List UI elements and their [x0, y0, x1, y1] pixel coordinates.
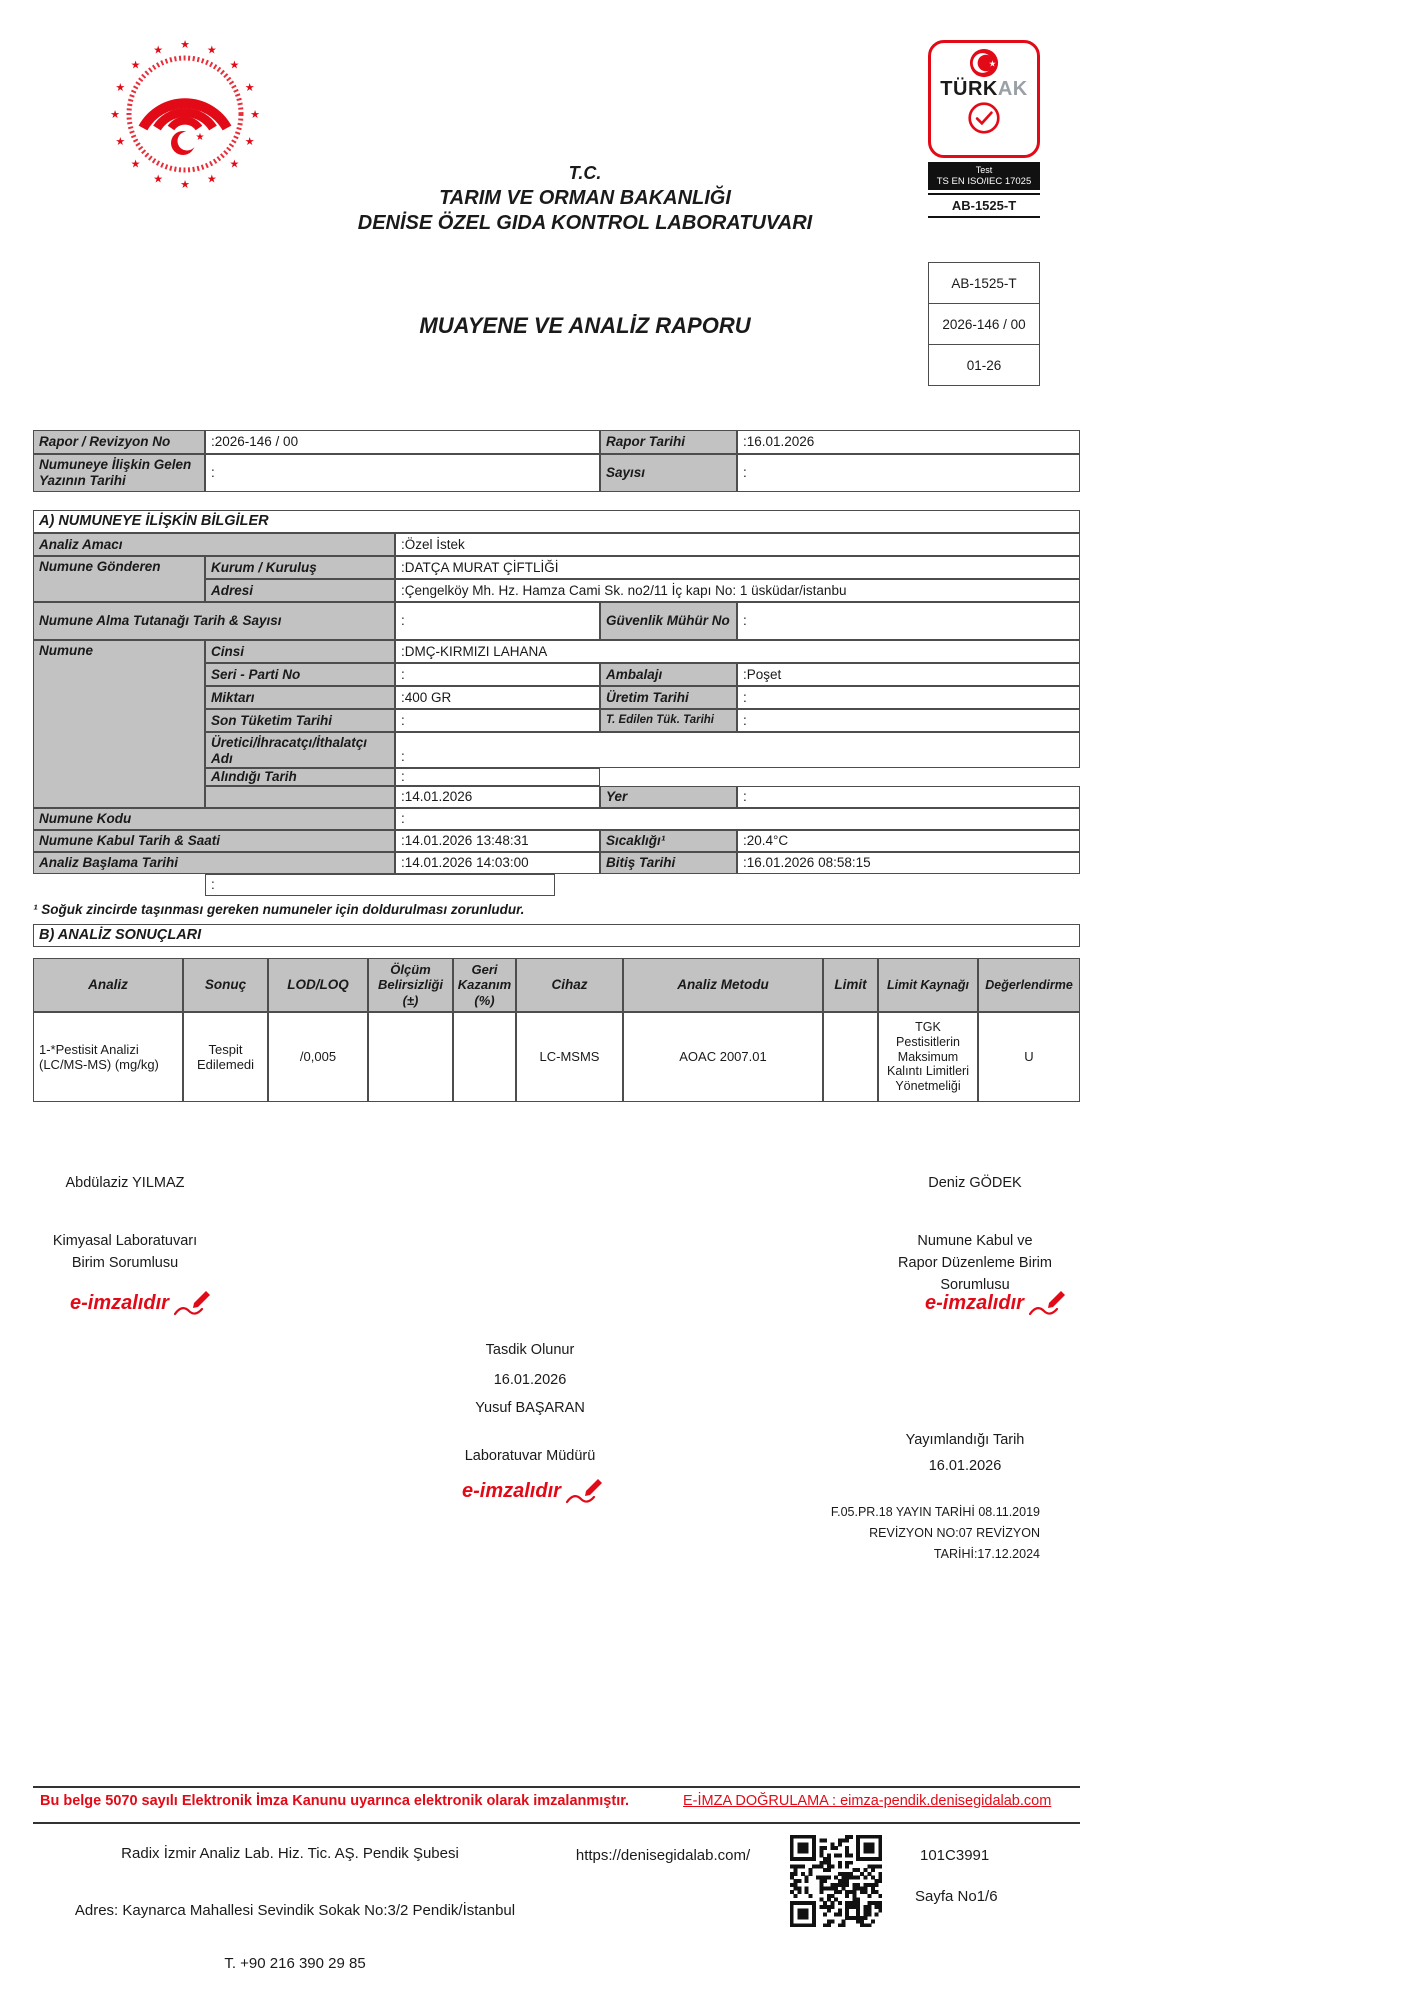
field-baslama-value: :14.01.2026 14:03:00 [395, 852, 600, 874]
turkak-standard: TS EN ISO/IEC 17025 [936, 175, 1032, 187]
svg-text:★: ★ [988, 58, 997, 69]
signer-left-role-line2: Birim Sorumlusu [71, 1255, 179, 1271]
field-sayisi-label: Sayısı [600, 454, 737, 492]
svg-text:★: ★ [206, 44, 217, 57]
field-uretim-label: Üretim Tarihi [600, 686, 737, 709]
result-olcum-belirsizligi [368, 1012, 453, 1102]
approve-date: 16.01.2026 [493, 1372, 567, 1388]
col-header-limit-kaynagi: Limit Kaynağı [878, 958, 978, 1012]
result-limit-kaynagi: TGK Pestisitlerin Maksimum Kalıntı Limitleri Yönetmeliği [878, 1012, 978, 1102]
field-sicaklik-label: Sıcaklığı¹ [600, 830, 737, 852]
field-bitis-value: :16.01.2026 08:58:15 [737, 852, 1080, 874]
header-ministry: TARIM VE ORMAN BAKANLIĞI [439, 187, 731, 209]
pen-signature-icon [1027, 1288, 1069, 1318]
footer-page-number: Sayfa No1/6 [915, 1888, 998, 1905]
field-rapor-tarihi-label: Rapor Tarihi [600, 430, 737, 454]
header-tc: T.C. [568, 163, 602, 183]
col-header-cihaz: Cihaz [516, 958, 623, 1012]
svg-text:★: ★ [229, 59, 240, 72]
field-tutanak-value: : [395, 602, 600, 640]
result-lodloq: /0,005 [268, 1012, 368, 1102]
field-miktar-value: :400 GR [395, 686, 600, 709]
field-alindigi-colon: : [395, 768, 600, 786]
crescent-star-icon [969, 48, 999, 78]
checkmark-icon [966, 99, 1002, 137]
director-name: Yusuf BAŞARAN [475, 1400, 585, 1416]
section-b-title: B) ANALİZ SONUÇLARI [33, 924, 1080, 947]
field-analiz-amaci-value: :Özel İstek [395, 533, 1080, 556]
field-muhur-label: Güvenlik Mühür No [600, 602, 737, 640]
col-header-limit: Limit [823, 958, 878, 1012]
field-kurum-label: Kurum / Kuruluş [205, 556, 395, 579]
turkak-word-turk: TÜRK [940, 78, 998, 100]
field-uretici-label: Üretici/İhracatçı/İthalatçı Adı [205, 732, 395, 768]
field-alindigi-value: :14.01.2026 [395, 786, 600, 808]
ref-form-no: 01-26 [928, 344, 1040, 386]
field-yazi-tarihi-value: : [205, 454, 600, 492]
esign-right-label: e-imzalıdır [925, 1291, 1024, 1314]
result-analiz-metodu: AOAC 2007.01 [623, 1012, 823, 1102]
esign-left-label: e-imzalıdır [70, 1291, 169, 1314]
field-ambalaj-label: Ambalajı [600, 663, 737, 686]
field-rapor-no-label: Rapor / Revizyon No [33, 430, 205, 454]
footer-url[interactable]: https://denisegidalab.com/ [575, 1847, 751, 1864]
report-ref-box [928, 262, 1040, 386]
field-ambalaj-value: :Poşet [737, 663, 1080, 686]
field-tutanak-label: Numune Alma Tutanağı Tarih & Sayısı [33, 602, 395, 640]
signer-right-name: Deniz GÖDEK [928, 1175, 1022, 1191]
svg-text:★: ★ [130, 59, 141, 72]
field-analiz-amaci-label: Analiz Amacı [33, 533, 395, 556]
field-numune-sublabel-empty [205, 786, 395, 808]
svg-text:★: ★ [206, 173, 217, 186]
col-header-degerlendirme: Değerlendirme [978, 958, 1080, 1012]
col-header-sonuc: Sonuç [183, 958, 268, 1012]
result-degerlendirme: U [978, 1012, 1080, 1102]
footer-rule-top [33, 1786, 1080, 1788]
turkak-test-label: Test [975, 165, 993, 175]
result-cihaz: LC-MSMS [516, 1012, 623, 1102]
esign-left [70, 1288, 214, 1318]
field-seri-value: : [395, 663, 600, 686]
esign-verify-link[interactable]: E-İMZA DOĞRULAMA : eimza-pendik.denisegidalab.com [683, 1793, 1052, 1809]
turkak-code: AB-1525-T [928, 193, 1040, 218]
field-sayisi-value: : [737, 454, 1080, 492]
col-header-analiz-metodu: Analiz Metodu [623, 958, 823, 1012]
svg-text:★: ★ [153, 44, 164, 57]
col-header-analiz: Analiz [33, 958, 183, 1012]
svg-text:★: ★ [153, 173, 164, 186]
header-lab-name: DENİSE ÖZEL GIDA KONTROL LABORATUVARI [357, 212, 813, 234]
field-yazi-tarihi-label: Numuneye İlişkin Gelen Yazının Tarihi [33, 454, 205, 492]
col-header-olcum-belirsizligi: Ölçüm Belirsizliği (±) [368, 958, 453, 1012]
svg-text:★: ★ [180, 179, 190, 191]
field-tedilen-value: : [737, 709, 1080, 732]
field-adres-value: :Çengelköy Mh. Hz. Hamza Cami Sk. no2/11 İç kapı No: 1 üsküdar/istanbu [395, 579, 1080, 602]
footer-phone: T. +90 216 390 29 85 [224, 1955, 366, 1972]
field-yer-value: : [737, 786, 1080, 808]
published-date: 16.01.2026 [928, 1458, 1002, 1474]
esign-right [925, 1288, 1069, 1318]
section-a-footnote: ¹ Soğuk zincirde taşınması gereken numuneler için doldurulması zorunludur. [33, 902, 525, 917]
field-uretici-value: : [395, 732, 1080, 768]
qr-code-icon [790, 1835, 882, 1927]
field-kabul-value: :14.01.2026 13:48:31 [395, 830, 600, 852]
field-rapor-tarihi-value: :16.01.2026 [737, 430, 1080, 454]
footer-rule-bottom [33, 1822, 1080, 1824]
field-sontuketim-value: : [395, 709, 600, 732]
pen-signature-icon [172, 1288, 214, 1318]
field-kodu-value: : [395, 808, 1080, 830]
field-cinsi-label: Cinsi [205, 640, 395, 663]
signer-left-role-line1: Kimyasal Laboratuvarı [52, 1233, 198, 1249]
footer-company: Radix İzmir Analiz Lab. Hiz. Tic. AŞ. Pendik Şubesi [121, 1845, 459, 1862]
field-numune-label: Numune [33, 640, 205, 808]
footer-legal-text: Bu belge 5070 sayılı Elektronik İmza Kanunu uyarınca elektronik olarak imzalanmıştır. [40, 1793, 630, 1809]
footer-address: Adres: Kaynarca Mahallesi Sevindik Sokak No:3/2 Pendik/İstanbul [74, 1902, 516, 1919]
svg-text:★: ★ [110, 109, 120, 121]
result-analiz: 1-*Pestisit Analizi (LC/MS-MS) (mg/kg) [33, 1012, 183, 1102]
signer-right-role [880, 1230, 1070, 1296]
result-sonuc: Tespit Edilemedi [183, 1012, 268, 1102]
qr-code [790, 1835, 882, 1927]
signer-left-role [30, 1230, 220, 1274]
esign-center-label: e-imzalıdır [462, 1479, 561, 1502]
turkak-logo [928, 40, 1040, 218]
field-kodu-label: Numune Kodu [33, 808, 395, 830]
field-uretim-value: : [737, 686, 1080, 709]
approve-label: Tasdik Olunur [485, 1342, 575, 1358]
svg-text:★: ★ [250, 109, 260, 121]
svg-text:★: ★ [115, 82, 126, 95]
pen-signature-icon [564, 1476, 606, 1506]
field-empty-value: : [205, 874, 555, 896]
turkak-wordmark [940, 79, 1027, 99]
ref-report-no: 2026-146 / 00 [928, 303, 1040, 345]
field-rapor-no-value: :2026-146 / 00 [205, 430, 600, 454]
signer-left-name: Abdülaziz YILMAZ [65, 1175, 185, 1191]
ref-accreditation-no: AB-1525-T [928, 262, 1040, 304]
field-bitis-label: Bitiş Tarihi [600, 852, 737, 874]
field-cinsi-value: :DMÇ-KIRMIZI LAHANA [395, 640, 1080, 663]
result-geri-kazanim [453, 1012, 516, 1102]
document-code-line2: REVİZYON NO:07 REVİZYON [869, 1526, 1040, 1540]
document-code-line1: F.05.PR.18 YAYIN TARİHİ 08.11.2019 [830, 1505, 1040, 1519]
esign-center [462, 1476, 606, 1506]
field-kabul-label: Numune Kabul Tarih & Saati [33, 830, 395, 852]
field-muhur-value: : [737, 602, 1080, 640]
report-title: MUAYENE VE ANALİZ RAPORU [419, 313, 751, 338]
field-yer-label: Yer [600, 786, 737, 808]
signer-right-role-line2: Rapor Düzenleme Birim [898, 1255, 1052, 1271]
field-baslama-label: Analiz Başlama Tarihi [33, 852, 395, 874]
field-adres-label: Adresi [205, 579, 395, 602]
result-limit [823, 1012, 878, 1102]
document-code-line3: TARİHİ:17.12.2024 [933, 1547, 1040, 1561]
field-sicaklik-value: :20.4°C [737, 830, 1080, 852]
field-sontuketim-label: Son Tüketim Tarihi [205, 709, 395, 732]
turkak-word-ak: AK [997, 78, 1028, 100]
signer-right-role-line1: Numune Kabul ve [917, 1233, 1033, 1249]
svg-text:★: ★ [180, 39, 190, 51]
field-kurum-value: :DATÇA MURAT ÇİFTLİĞİ [395, 556, 1080, 579]
field-tedilen-label: T. Edilen Tük. Tarihi [600, 709, 737, 732]
col-header-lodloq: LOD/LOQ [268, 958, 368, 1012]
published-label: Yayımlandığı Tarih [905, 1432, 1025, 1448]
director-role: Laboratuvar Müdürü [464, 1448, 596, 1464]
col-header-geri-kazanim: Geri Kazanım (%) [453, 958, 516, 1012]
svg-text:★: ★ [130, 158, 141, 171]
svg-text:★: ★ [244, 135, 255, 148]
svg-text:★: ★ [115, 135, 126, 148]
section-a-title: A) NUMUNEYE İLİŞKİN BİLGİLER [33, 510, 1080, 533]
field-gonderen-label: Numune Gönderen [33, 556, 205, 602]
turkak-box [928, 40, 1040, 158]
field-seri-label: Seri - Parti No [205, 663, 395, 686]
field-alindigi-label: Alındığı Tarih [205, 768, 395, 786]
svg-text:★: ★ [229, 158, 240, 171]
svg-text:★: ★ [244, 82, 255, 95]
field-miktar-label: Miktarı [205, 686, 395, 709]
svg-text:★: ★ [195, 132, 205, 143]
footer-doc-id: 101C3991 [920, 1847, 990, 1864]
document-code-block [700, 1502, 1040, 1565]
turkak-test-strip [928, 162, 1040, 190]
signer-right-role-line3: Sorumlusu [940, 1277, 1010, 1293]
